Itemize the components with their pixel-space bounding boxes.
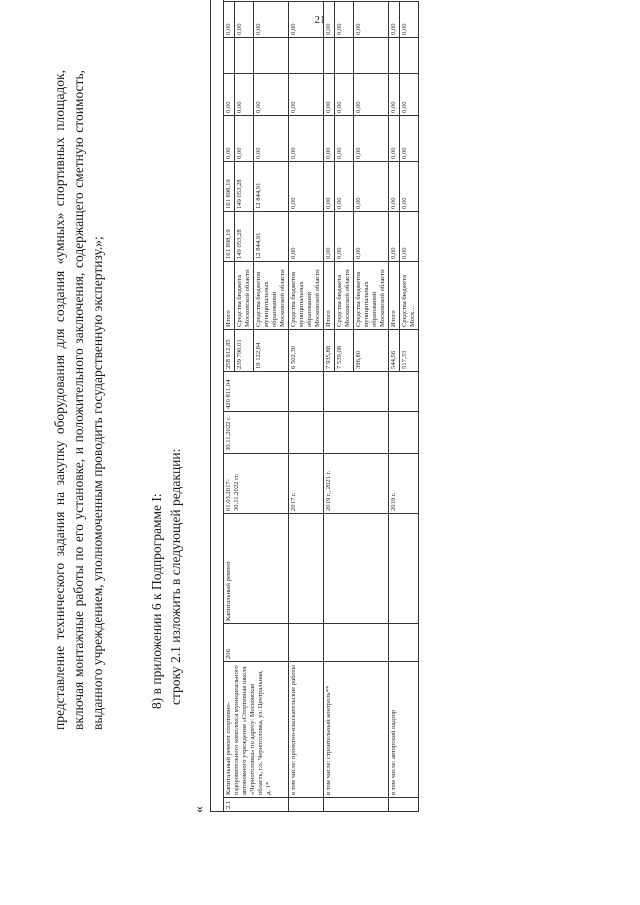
amount-cell: 7 539,08: [335, 330, 354, 372]
source-label-cell: Средства бюджетов муниципальных образований Московской области: [289, 262, 324, 330]
source-label-cell: Средства бюджета Московской области: [335, 262, 354, 330]
source-label-cell: Итого: [224, 262, 235, 330]
year-value-cell: 0,00: [324, 162, 335, 212]
table-row: [324, 0, 335, 812]
year-value-cell: [324, 38, 335, 74]
period-cell: 2019 г.: [389, 454, 419, 514]
source-label-cell: Средства бюджета Московской области: [235, 262, 254, 330]
year-value-cell: 0,00: [235, 2, 254, 38]
year-value-cell: 0,00: [224, 116, 235, 162]
year-value-cell: 0,00: [354, 116, 389, 162]
source-label-cell: Итого: [324, 262, 335, 330]
object-code-cell: 206: [224, 624, 289, 662]
table-row: [389, 0, 400, 812]
year-value-cell: [224, 38, 235, 74]
amount-cell: 396,80: [354, 330, 389, 372]
total-cost-cell: 420 811,04: [224, 372, 289, 412]
total-value-cell: 0,00: [389, 212, 400, 262]
total-value-cell: 0,00: [400, 212, 419, 262]
total-cost-cell: [289, 372, 324, 412]
year-value-cell: 0,00: [354, 74, 389, 116]
year-value-cell: 0,00: [324, 2, 335, 38]
item-8-line2: строку 2.1 изложить в следующей редакции:: [168, 448, 183, 705]
work-type-cell: [324, 514, 389, 624]
year-value-cell: 0,00: [235, 116, 254, 162]
year-value-cell: 12 844,91: [254, 162, 289, 212]
year-value-cell: 0,00: [389, 116, 400, 162]
total-value-cell: 161 898,19: [224, 212, 235, 262]
year-value-cell: [335, 38, 354, 74]
subrow-name-cell: в том числе: авторский надзор: [389, 662, 419, 798]
object-code-cell: [389, 624, 419, 662]
funded-cell: 258 912,85: [224, 330, 235, 372]
year-value-cell: 0,00: [335, 74, 354, 116]
intro-paragraph: представление технического задания на закупку оборудования для создания «умных» спортивных площадок, включая монтажные работы по его установке, и положительного заключения, содержащего сметную стоимость, выданного учреждением, уполномоченным проводить государственную экспертизу.»;: [52, 70, 105, 730]
total-value-cell: 0,00: [335, 212, 354, 262]
object-code-cell: [324, 624, 389, 662]
total-value-cell: 0,00: [354, 212, 389, 262]
year-value-cell: 0,00: [289, 2, 324, 38]
source-label-cell: Итого: [389, 262, 400, 330]
year-value-cell: 0,00: [224, 2, 235, 38]
item-8-line1: 8) в приложении 6 к Подпрограмме I:: [149, 493, 164, 709]
open-quote: «: [192, 806, 207, 813]
year-value-cell: 0,00: [389, 74, 400, 116]
year-value-cell: 0,00: [389, 162, 400, 212]
end-date-cell: [324, 412, 389, 454]
year-value-cell: 0,00: [289, 74, 324, 116]
source-label-cell: Средства бюджетов муниципальных образований Московской области: [254, 262, 289, 330]
source-label-cell: Средства бюджета Моск…: [400, 262, 419, 330]
appendix-table: [210, 0, 419, 812]
year-value-cell: 0,00: [289, 162, 324, 212]
year-value-cell: 0,00: [335, 116, 354, 162]
year-value-cell: [354, 38, 389, 74]
page-number: 21: [314, 14, 326, 26]
year-value-cell: 0,00: [254, 116, 289, 162]
year-value-cell: 0,00: [354, 162, 389, 212]
year-value-cell: 0,00: [254, 74, 289, 116]
year-value-cell: 0,00: [400, 74, 419, 116]
year-value-cell: 149 053,28: [235, 162, 254, 212]
year-value-cell: [400, 38, 419, 74]
amount-cell: 7 935,88: [324, 330, 335, 372]
year-value-cell: 0,00: [354, 2, 389, 38]
table-body: [211, 0, 419, 812]
object-code-cell: [289, 624, 324, 662]
year-value-cell: [389, 38, 400, 74]
source-label-cell: Средства бюджетов муниципальных образований Московской области: [354, 262, 389, 330]
year-value-cell: 0,00: [335, 2, 354, 38]
row-index-cell: [289, 798, 324, 812]
total-cost-cell: [389, 372, 419, 412]
end-date-cell: [389, 412, 419, 454]
year-value-cell: 0,00: [400, 162, 419, 212]
row-index-cell: 2.1: [224, 798, 289, 812]
period-cell: 01.03.2017-30.11.2022 гг.: [224, 454, 289, 514]
work-type-cell: [389, 514, 419, 624]
subrow-name-cell: в том числе: проектно-изыскательские работы: [289, 662, 324, 798]
period-cell: 2019 г., 2021 г.: [324, 454, 389, 514]
subrow-name-cell: в том числе: строительный контроль**: [324, 662, 389, 798]
year-value-cell: 0,00: [235, 74, 254, 116]
year-value-cell: 0,00: [324, 116, 335, 162]
table-cell: [211, 0, 224, 812]
year-value-cell: 0,00: [400, 116, 419, 162]
amount-cell: 19 122,84: [254, 330, 289, 372]
row-index-cell: [389, 798, 419, 812]
total-cost-cell: [324, 372, 389, 412]
year-value-cell: [254, 38, 289, 74]
year-value-cell: 0,00: [389, 2, 400, 38]
year-value-cell: [289, 38, 324, 74]
work-type-cell: Капитальный ремонт: [224, 514, 289, 624]
amount-cell: 6 502,30: [289, 330, 324, 372]
year-value-cell: 0,00: [224, 74, 235, 116]
year-value-cell: [235, 38, 254, 74]
total-value-cell: 0,00: [324, 212, 335, 262]
table-row: [224, 0, 235, 812]
table-row: [289, 0, 324, 812]
work-type-cell: [289, 514, 324, 624]
amount-cell: 517,33: [400, 330, 419, 372]
period-cell: 2017 г.: [289, 454, 324, 514]
end-date-cell: [289, 412, 324, 454]
year-value-cell: 0,00: [335, 162, 354, 212]
total-value-cell: 12 844,91: [254, 212, 289, 262]
year-value-cell: 0,00: [289, 116, 324, 162]
amount-cell: 544,56: [389, 330, 400, 372]
object-name-cell: Капитальный ремонт спортивно-оздоровительного комплекса муниципального автономного учреждения «Спортивная школа «Черноголовка» по адресу: Московская область, г.о. Черноголовка, ул. Центральная, д. 1*: [224, 662, 289, 798]
year-value-cell: 0,00: [254, 2, 289, 38]
table-blank-row: [211, 0, 224, 812]
year-value-cell: 0,00: [400, 2, 419, 38]
amount-cell: 239 790,01: [235, 330, 254, 372]
year-value-cell: 161 898,19: [224, 162, 235, 212]
row-index-cell: [324, 798, 389, 812]
item-8-block: [147, 449, 185, 709]
total-value-cell: 0,00: [289, 212, 324, 262]
total-value-cell: 149 053,28: [235, 212, 254, 262]
end-date-cell: 30.11.2022 г.: [224, 412, 289, 454]
year-value-cell: 0,00: [324, 74, 335, 116]
